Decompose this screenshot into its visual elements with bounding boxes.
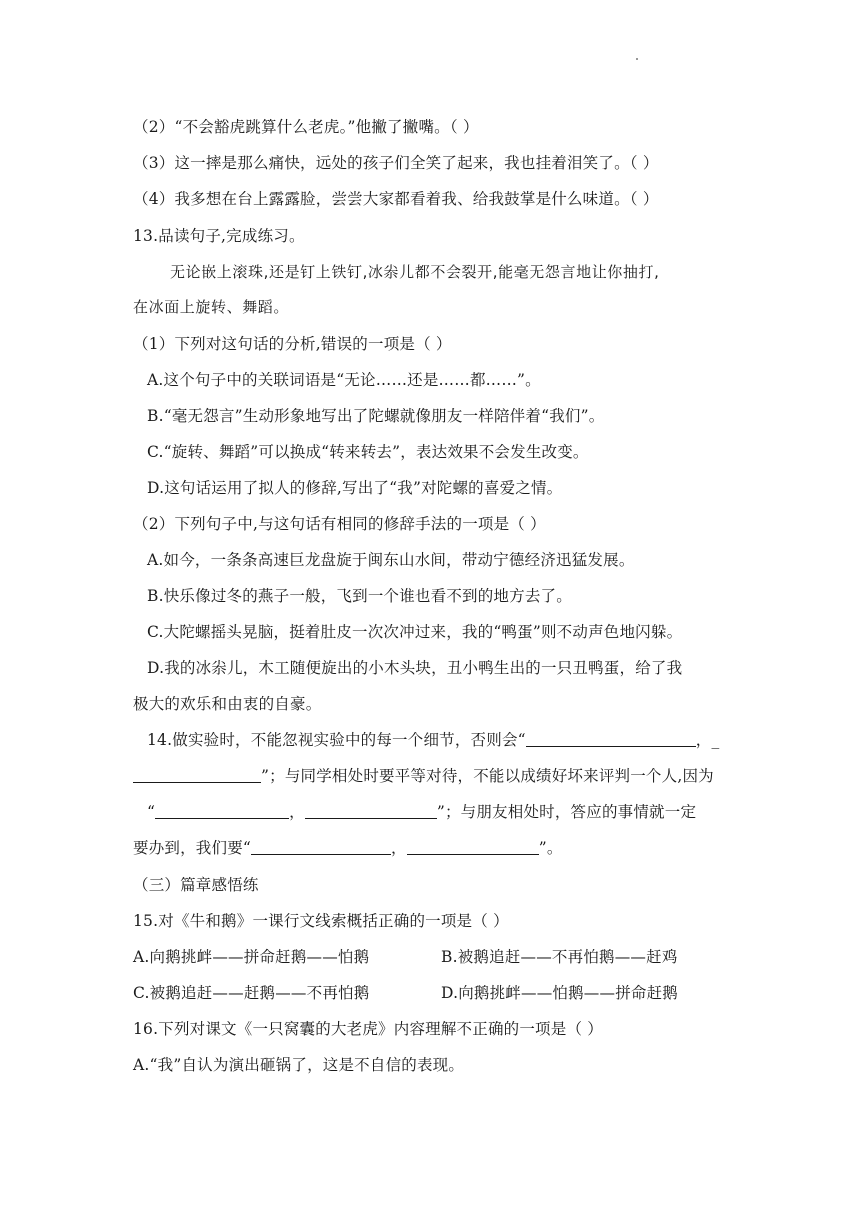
- answer-blank-5[interactable]: [251, 838, 391, 855]
- question-13-1-option-c: C.“旋转、舞蹈”可以换成“转来转去”，表达效果不会发生改变。: [147, 443, 589, 461]
- question-14-text-9: ”。: [538, 839, 563, 857]
- question-13-quote-line-1: 无论嵌上滚珠,还是钉上铁钉,冰尜儿都不会裂开,能毫无怨言地让你抽打,: [170, 263, 660, 281]
- question-14-line-2: [133, 766, 714, 786]
- question-14-text-5: ，: [289, 803, 305, 821]
- page-dot-mark: [636, 58, 638, 60]
- question-14-text-8: ，: [391, 839, 407, 857]
- question-15-option-b: B.被鹅追赶——不再怕鹅——赶鸡: [441, 948, 678, 966]
- question-13-1-option-a: A.这个句子中的关联词语是“无论……还是……都……”。: [147, 371, 541, 389]
- answer-blank-3[interactable]: [155, 802, 289, 819]
- question-12-item-3: （3）这一摔是那么痛快，远处的孩子们全笑了起来，我也挂着泪笑了。（ ）: [133, 154, 659, 172]
- question-15-option-a: A.向鹅挑衅——拼命赶鹅——怕鹅: [133, 948, 370, 966]
- question-15-option-c: C.被鹅追赶——赶鹅——不再怕鹅: [133, 984, 370, 1002]
- question-16: 16.下列对课文《一只窝囊的大老虎》内容理解不正确的一项是（ ）: [133, 1020, 603, 1038]
- answer-blank-4[interactable]: [305, 802, 437, 819]
- question-14-text-6: ”；与朋友相处时，答应的事情就一定: [436, 803, 697, 821]
- question-14-text-3: ”；与同学相处时要平等对待，不能以成绩好坏来评判一个人,因为: [261, 767, 714, 785]
- answer-blank-6[interactable]: [407, 838, 539, 855]
- question-13-2-option-a: A.如今，一条条高速巨龙盘旋于闽东山水间，带动宁德经济迅猛发展。: [147, 551, 635, 569]
- question-13-2-option-d-line-1: D.我的冰尜儿，木工随便旋出的小木头块，丑小鸭生出的一只丑鸭蛋，给了我: [147, 659, 683, 677]
- question-13-1-option-b: B.“毫无怨言”生动形象地写出了陀螺就像朋友一样陪伴着“我们”。: [147, 407, 605, 425]
- question-13-2-option-d-line-2: 极大的欢乐和由衷的自豪。: [133, 695, 322, 713]
- question-14-text-2: ，_: [695, 731, 720, 749]
- question-16-option-a: A.“我”自认为演出砸锅了，这是不自信的表现。: [133, 1056, 465, 1074]
- question-13-2-option-b: B.快乐像过冬的燕子一般，飞到一个谁也看不到的地方去了。: [147, 587, 572, 605]
- question-13-1-option-d: D.这句话运用了拟人的修辞,写出了“我”对陀螺的喜爱之情。: [147, 479, 563, 497]
- question-14-text-7: 要办到，我们要“: [133, 839, 252, 857]
- question-13-sub-2: （2）下列句子中,与这句话有相同的修辞手法的一项是（ ）: [133, 515, 546, 533]
- question-15: 15.对《牛和鹅》一课行文线索概括正确的一项是（ ）: [133, 912, 509, 930]
- question-12-item-4: （4）我多想在台上露露脸，尝尝大家都看着我、给我鼓掌是什么味道。（ ）: [133, 190, 659, 208]
- question-14-line-1: [147, 730, 719, 750]
- answer-blank-1[interactable]: [526, 730, 696, 747]
- question-12-item-2: （2）“不会豁虎跳算什么老虎。”他撇了撇嘴。（ ）: [133, 118, 479, 136]
- question-13-quote-line-2: 在冰面上旋转、舞蹈。: [133, 298, 290, 316]
- question-13-sub-1: （1）下列对这句话的分析,错误的一项是（ ）: [133, 335, 452, 353]
- question-15-option-d: D.向鹅挑衅——怕鹅——拼命赶鹅: [441, 984, 679, 1002]
- question-14-line-4: [133, 838, 563, 858]
- question-13-2-option-c: C.大陀螺摇头晃脑，挺着肚皮一次次冲过来，我的“鸭蛋”则不动声色地闪躲。: [147, 623, 683, 641]
- question-14-text-4: “: [147, 803, 156, 821]
- answer-blank-2[interactable]: [133, 766, 261, 783]
- section-3-heading: （三）篇章感悟练: [133, 876, 259, 894]
- question-13-title: 13.品读句子,完成练习。: [133, 227, 305, 245]
- question-14-line-3: [147, 802, 696, 822]
- question-14-text-1: 14.做实验时，不能忽视实验中的每一个细节，否则会“: [147, 731, 526, 749]
